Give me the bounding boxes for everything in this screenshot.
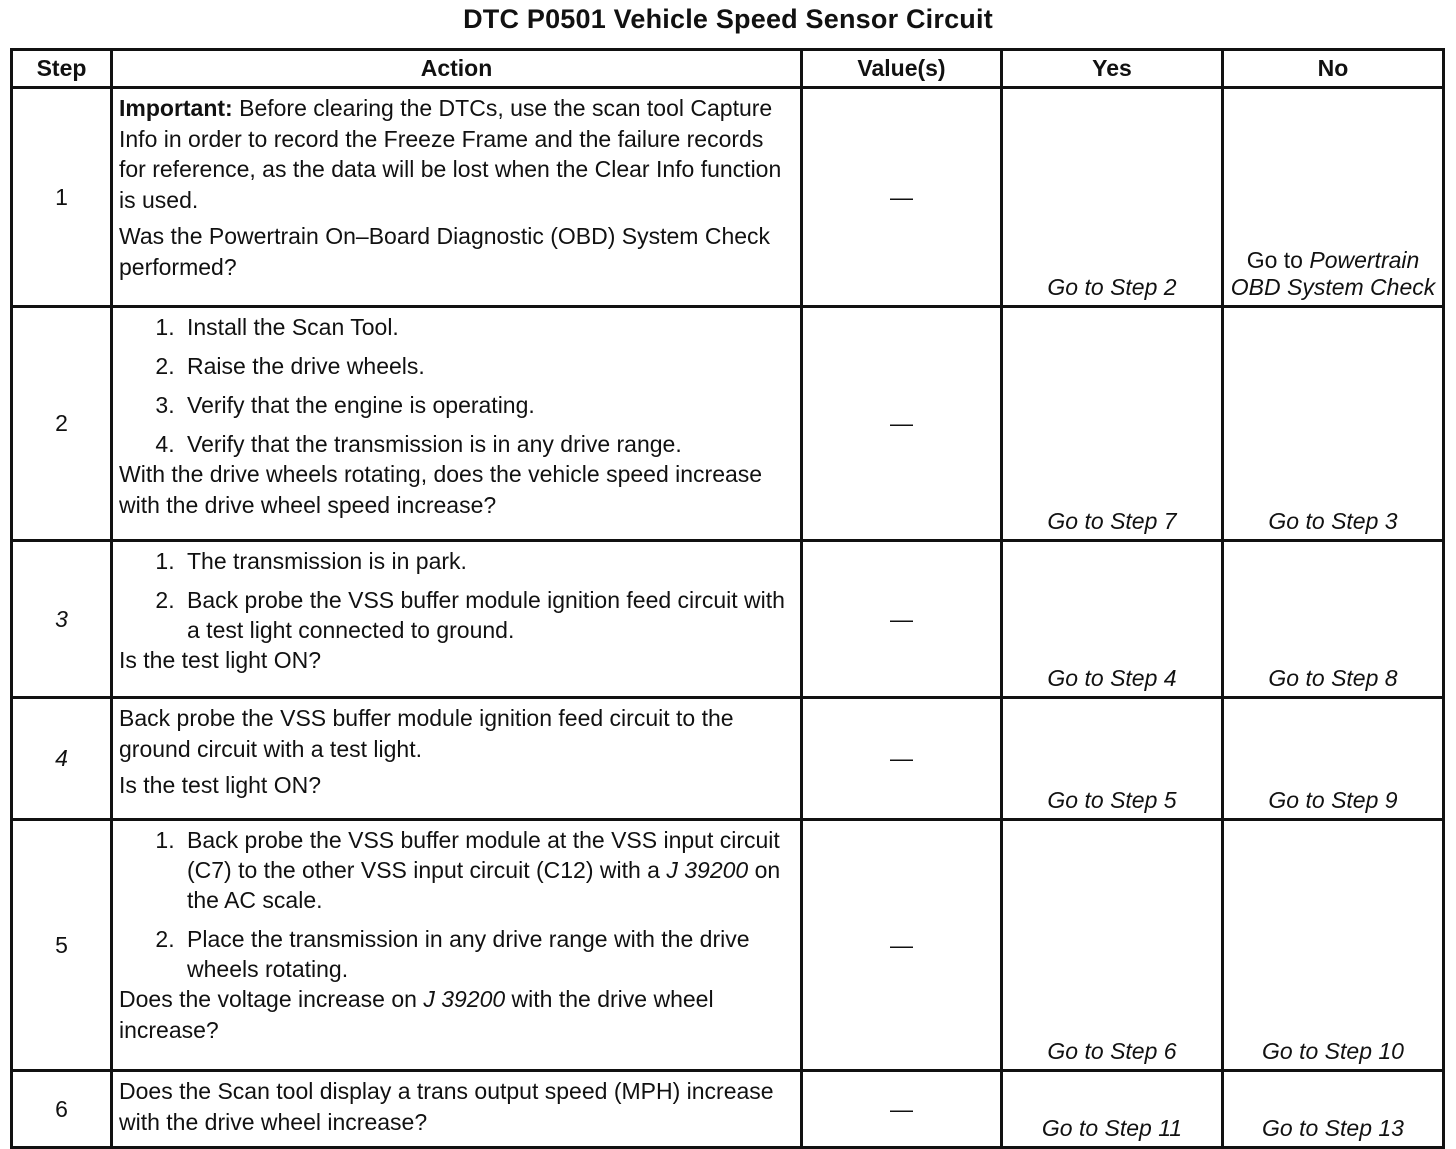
table-row <box>12 820 1444 1071</box>
action-cell <box>112 307 802 541</box>
value-cell: — <box>802 307 1002 541</box>
page-title: DTC P0501 Vehicle Speed Sensor Circuit <box>463 4 993 34</box>
tool-reference: J 39200 <box>666 857 749 883</box>
action-steps <box>119 546 794 645</box>
step-text: on the AC scale. <box>187 857 781 913</box>
action-question: With the drive wheels rotating, does the vehicle speed increase with the drive wheel speed increase? <box>119 461 763 518</box>
yes-link[interactable]: Go to Step 11 <box>1002 1071 1223 1148</box>
important-note <box>119 93 794 215</box>
action-step-item: 2. Raise the drive wheels. <box>181 351 794 381</box>
action-cell <box>112 698 802 820</box>
question-text: Does the voltage increase on <box>119 986 424 1012</box>
action-step-item: 2. Back probe the VSS buffer module ignition feed circuit with a test light connected to ground. <box>181 585 794 645</box>
action-cell <box>112 820 802 1071</box>
no-link[interactable]: Go to Step 9 <box>1223 698 1444 820</box>
action-question: Is the test light ON? <box>119 647 321 673</box>
header-no: No <box>1223 50 1444 88</box>
header-step: Step <box>12 50 112 88</box>
action-step-item: 1. The transmission is in park. <box>181 546 794 576</box>
step-number: 5 <box>12 820 112 1071</box>
step-text: Back probe the VSS buffer module at the VSS input circuit (C7) to the other VSS input circuit (C12) with a <box>187 827 780 883</box>
value-cell: — <box>802 698 1002 820</box>
yes-link[interactable]: Go to Step 5 <box>1002 698 1223 820</box>
action-question <box>119 984 794 1045</box>
action-cell <box>112 1071 802 1148</box>
action-step-item <box>181 825 794 915</box>
action-steps <box>119 312 794 459</box>
action-cell <box>112 88 802 307</box>
yes-link[interactable]: Go to Step 2 <box>1002 88 1223 307</box>
question-text: with the drive wheel increase? <box>119 986 714 1043</box>
diagnostic-table <box>10 48 1445 1149</box>
value-cell: — <box>802 541 1002 698</box>
table-row <box>12 88 1444 307</box>
action-step-item: 2. Place the transmission in any drive range with the drive wheels rotating. <box>181 924 794 984</box>
action-question: Is the test light ON? <box>119 772 321 798</box>
action-steps <box>119 825 794 984</box>
value-cell: — <box>802 88 1002 307</box>
yes-link[interactable]: Go to Step 4 <box>1002 541 1223 698</box>
yes-link[interactable]: Go to Step 6 <box>1002 820 1223 1071</box>
action-question: Was the Powertrain On–Board Diagnostic (OBD) System Check performed? <box>119 223 771 280</box>
value-cell: — <box>802 820 1002 1071</box>
no-link[interactable]: Go to Step 10 <box>1223 820 1444 1071</box>
no-link[interactable]: Go to Step 3 <box>1223 307 1444 541</box>
step-number: 6 <box>12 1071 112 1148</box>
yes-link[interactable]: Go to Step 7 <box>1002 307 1223 541</box>
no-link-text[interactable]: Powertrain OBD System Check <box>1230 247 1436 300</box>
action-step-item: 3. Verify that the engine is operating. <box>181 390 794 420</box>
step-number: 2 <box>12 307 112 541</box>
important-label: Important: <box>119 95 233 121</box>
table-row <box>12 307 1444 541</box>
action-step-item: 1. Install the Scan Tool. <box>181 312 794 342</box>
tool-reference: J 39200 <box>423 986 506 1012</box>
table-header-row <box>12 50 1444 88</box>
no-link[interactable]: Go to Step 8 <box>1223 541 1444 698</box>
action-cell <box>112 541 802 698</box>
header-values: Value(s) <box>802 50 1002 88</box>
action-question: Does the Scan tool display a trans output speed (MPH) increase with the drive wheel increase? <box>119 1078 774 1135</box>
table-row <box>12 698 1444 820</box>
action-text: Back probe the VSS buffer module ignition feed circuit to the ground circuit with a test light. <box>119 705 734 762</box>
step-number: 4 <box>12 698 112 820</box>
step-number: 1 <box>12 88 112 307</box>
no-link[interactable] <box>1223 88 1444 307</box>
header-action: Action <box>112 50 802 88</box>
value-cell: — <box>802 1071 1002 1148</box>
step-number: 3 <box>12 541 112 698</box>
important-text: Before clearing the DTCs, use the scan tool Capture Info in order to record the Freeze Frame and the failure records for reference, as the data will be lost when the Clear Info function is used. <box>119 95 782 213</box>
header-yes: Yes <box>1002 50 1223 88</box>
action-step-item: 4. Verify that the transmission is in any drive range. <box>181 429 794 459</box>
no-link[interactable]: Go to Step 13 <box>1223 1071 1444 1148</box>
table-row <box>12 541 1444 698</box>
no-prefix: Go to <box>1246 247 1310 273</box>
table-row <box>12 1071 1444 1148</box>
